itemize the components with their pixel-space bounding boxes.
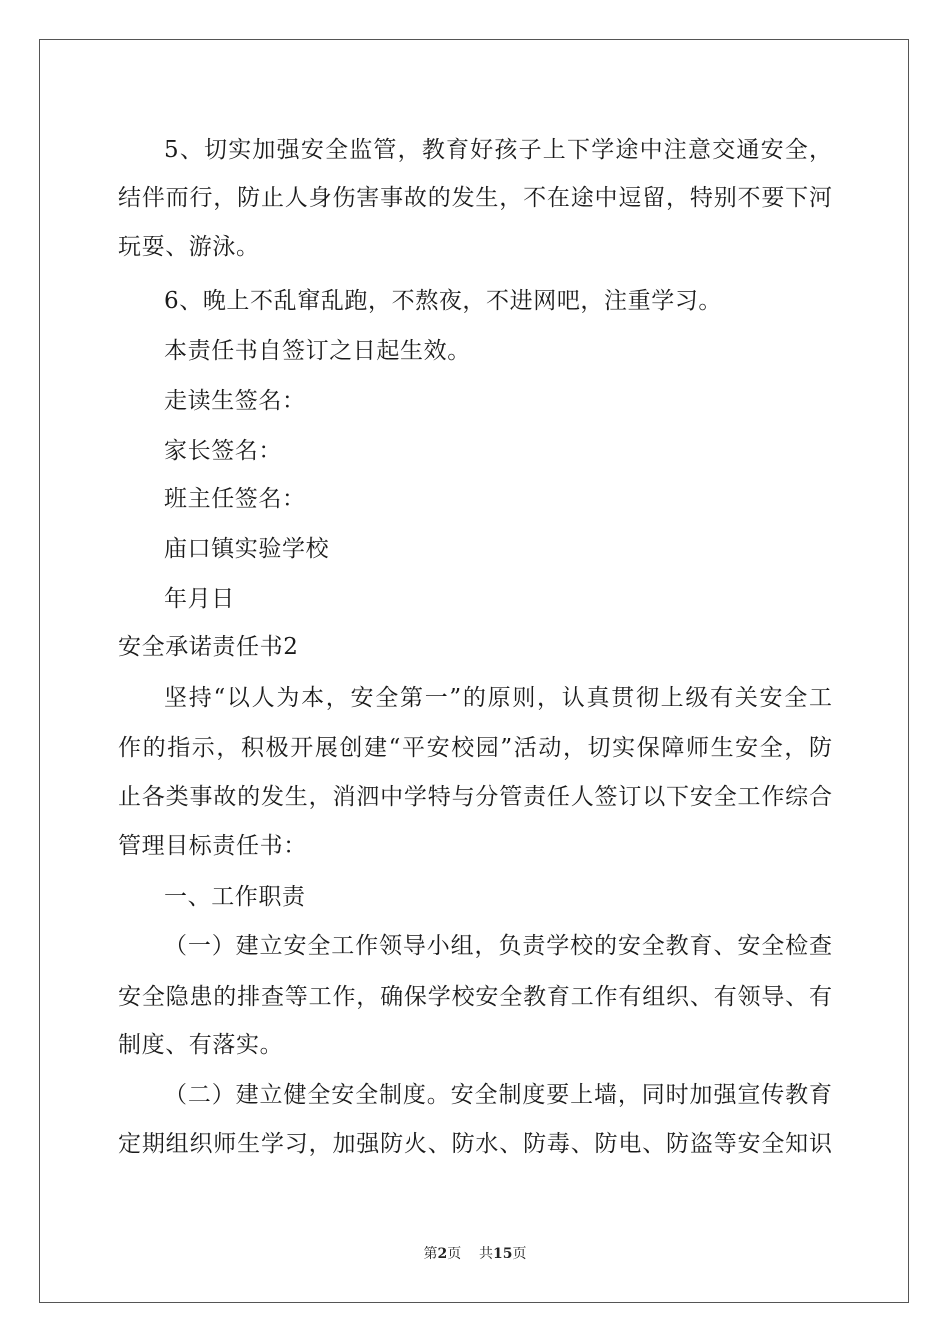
page-total: 15 <box>493 1246 513 1262</box>
page-current: 2 <box>437 1246 448 1262</box>
paragraph-line: 管理目标责任书： <box>118 833 307 859</box>
signature-label-teacher: 班主任签名： <box>164 486 306 512</box>
signature-label-parent: 家长签名： <box>164 438 282 464</box>
paragraph-line: 作的指示，积极开展创建“平安校园”活动，切实保障师生安全，防 <box>118 735 832 761</box>
date-line: 年月日 <box>164 586 235 612</box>
page-suffix: 页 <box>447 1246 462 1262</box>
paragraph-line: 定期组织师生学习，加强防火、防水、防毒、防电、防盗等安全知识 <box>118 1131 832 1157</box>
paragraph-line: 玩耍、游泳。 <box>118 234 260 260</box>
section-title: 安全承诺责任书2 <box>118 634 299 660</box>
total-suffix: 页 <box>512 1246 527 1262</box>
paragraph-line: 制度、有落实。 <box>118 1032 284 1058</box>
total-prefix: 共 <box>479 1246 494 1262</box>
page-border <box>39 39 909 1303</box>
signature-label-student: 走读生签名： <box>164 388 306 414</box>
page-prefix: 第 <box>423 1246 438 1262</box>
paragraph-line: 结伴而行，防止人身伤害事故的发生，不在途中逗留，特别不要下河 <box>118 185 832 211</box>
paragraph-line: 5、切实加强安全监管，教育好孩子上下学途中注意交通安全， <box>164 137 832 163</box>
paragraph-line: 6、晚上不乱窜乱跑，不熬夜，不进网吧，注重学习。 <box>164 288 723 314</box>
paragraph-line: 安全隐患的排查等工作，确保学校安全教育工作有组织、有领导、有 <box>118 984 832 1010</box>
paragraph-line: （一）建立安全工作领导小组，负责学校的安全教育、安全检查 <box>164 933 832 959</box>
school-name: 庙口镇实验学校 <box>164 536 330 562</box>
paragraph-line: （二）建立健全安全制度。安全制度要上墙，同时加强宣传教育 <box>164 1082 832 1108</box>
heading-duties: 一、工作职责 <box>164 884 306 910</box>
paragraph-line: 本责任书自签订之日起生效。 <box>164 338 471 364</box>
paragraph-line: 坚持“以人为本，安全第一”的原则，认真贯彻上级有关安全工 <box>164 685 832 711</box>
paragraph-line: 止各类事故的发生，消泗中学特与分管责任人签订以下安全工作综合 <box>118 784 832 810</box>
page-footer <box>0 1245 950 1263</box>
